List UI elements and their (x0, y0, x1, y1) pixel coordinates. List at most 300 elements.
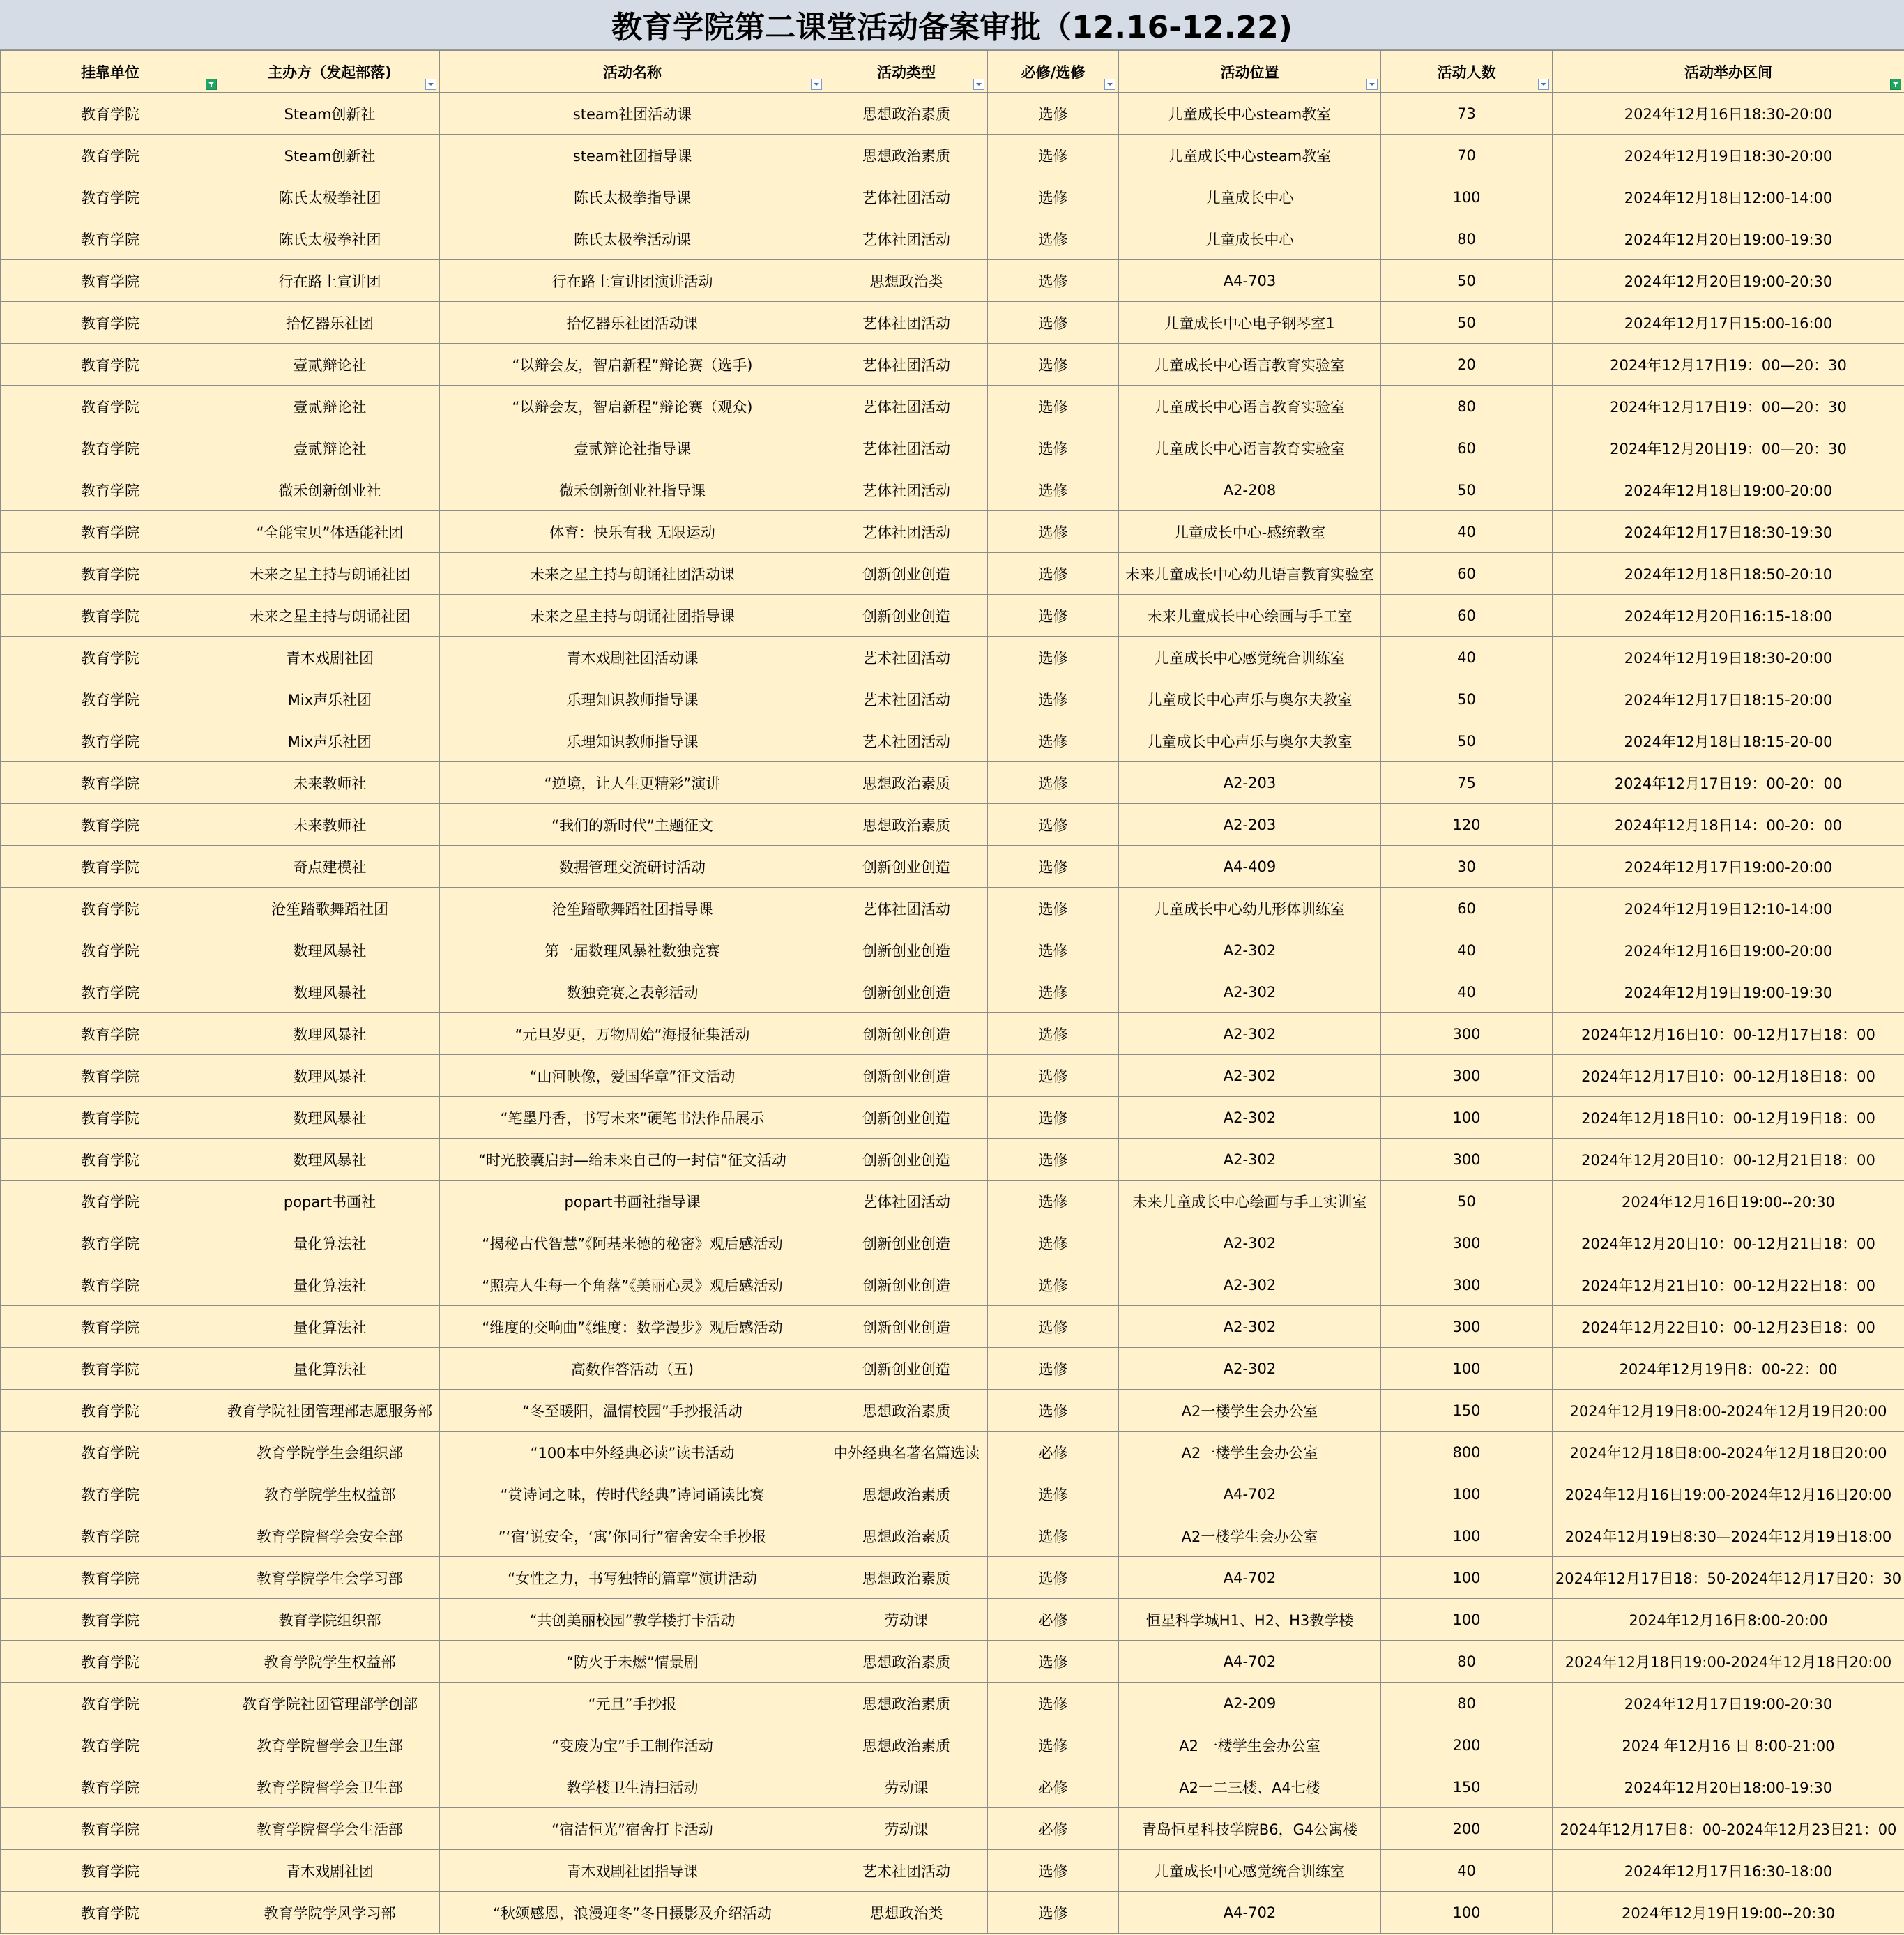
cell-unit[interactable]: 教育学院 (1, 1348, 220, 1390)
cell-required[interactable]: 选修 (988, 218, 1119, 260)
cell-required[interactable]: 选修 (988, 176, 1119, 218)
cell-unit[interactable]: 教育学院 (1, 1390, 220, 1432)
cell-organizer[interactable]: 教育学院学风学习部 (220, 1892, 440, 1934)
cell-time-range[interactable]: 2024年12月22日10：00-12月23日18：00 (1553, 1306, 1904, 1348)
table-row[interactable] (1, 1473, 1904, 1515)
cell-activity-type[interactable]: 思想政治素质 (825, 93, 988, 135)
cell-activity-name[interactable]: ”‘宿’说安全，‘寓’你同行”宿舍安全手抄报 (440, 1515, 825, 1557)
cell-activity-name[interactable]: “防火于未燃”情景剧 (440, 1641, 825, 1683)
cell-unit[interactable]: 教育学院 (1, 176, 220, 218)
cell-time-range[interactable]: 2024年12月17日15:00-16:00 (1553, 302, 1904, 344)
cell-participants[interactable]: 300 (1381, 1139, 1553, 1181)
cell-activity-name[interactable]: “山河映像，爱国华章”征文活动 (440, 1055, 825, 1097)
table-row[interactable] (1, 971, 1904, 1013)
cell-organizer[interactable]: 数理风暴社 (220, 1139, 440, 1181)
cell-participants[interactable]: 60 (1381, 595, 1553, 637)
cell-activity-type[interactable]: 创新创业创造 (825, 1013, 988, 1055)
cell-participants[interactable]: 200 (1381, 1808, 1553, 1850)
cell-time-range[interactable]: 2024年12月16日19:00-2024年12月16日20:00 (1553, 1473, 1904, 1515)
cell-participants[interactable]: 100 (1381, 1348, 1553, 1390)
cell-participants[interactable]: 100 (1381, 176, 1553, 218)
cell-activity-type[interactable]: 艺体社团活动 (825, 888, 988, 929)
cell-location[interactable]: 青岛恒星科技学院B6，G4公寓楼 (1119, 1808, 1381, 1850)
cell-time-range[interactable]: 2024年12月18日18:50-20:10 (1553, 553, 1904, 595)
cell-time-range[interactable]: 2024年12月19日18:30-20:00 (1553, 135, 1904, 176)
cell-participants[interactable]: 120 (1381, 804, 1553, 846)
cell-participants[interactable]: 40 (1381, 511, 1553, 553)
cell-participants[interactable]: 50 (1381, 469, 1553, 511)
cell-organizer[interactable]: 拾忆器乐社团 (220, 302, 440, 344)
cell-activity-type[interactable]: 创新创业创造 (825, 595, 988, 637)
table-row[interactable] (1, 1599, 1904, 1641)
cell-location[interactable]: A2一楼学生会办公室 (1119, 1390, 1381, 1432)
cell-participants[interactable]: 60 (1381, 888, 1553, 929)
table-row[interactable] (1, 888, 1904, 929)
cell-time-range[interactable]: 2024年12月19日19:00--20:30 (1553, 1892, 1904, 1934)
cell-location[interactable]: 儿童成长中心声乐与奥尔夫教室 (1119, 678, 1381, 720)
cell-participants[interactable]: 20 (1381, 344, 1553, 386)
cell-participants[interactable]: 150 (1381, 1390, 1553, 1432)
cell-organizer[interactable]: 数理风暴社 (220, 971, 440, 1013)
cell-location[interactable]: 儿童成长中心 (1119, 176, 1381, 218)
cell-organizer[interactable]: 行在路上宣讲团 (220, 260, 440, 302)
cell-time-range[interactable]: 2024年12月16日8:00-20:00 (1553, 1599, 1904, 1641)
table-row[interactable] (1, 1264, 1904, 1306)
cell-participants[interactable]: 800 (1381, 1432, 1553, 1473)
cell-unit[interactable]: 教育学院 (1, 93, 220, 135)
cell-location[interactable]: A2-302 (1119, 1264, 1381, 1306)
cell-organizer[interactable]: 教育学院社团管理部志愿服务部 (220, 1390, 440, 1432)
cell-time-range[interactable]: 2024年12月17日19:00-20:30 (1553, 1683, 1904, 1724)
cell-activity-name[interactable]: popart书画社指导课 (440, 1181, 825, 1222)
table-row[interactable] (1, 553, 1904, 595)
cell-time-range[interactable]: 2024年12月19日8:30—2024年12月19日18:00 (1553, 1515, 1904, 1557)
cell-unit[interactable]: 教育学院 (1, 218, 220, 260)
filter-dropdown-icon[interactable] (811, 79, 822, 90)
cell-required[interactable]: 选修 (988, 427, 1119, 469)
cell-organizer[interactable]: 教育学院督学会生活部 (220, 1808, 440, 1850)
cell-time-range[interactable]: 2024年12月20日19：00—20：30 (1553, 427, 1904, 469)
cell-organizer[interactable]: 未来之星主持与朗诵社团 (220, 595, 440, 637)
cell-time-range[interactable]: 2024年12月17日18:30-19:30 (1553, 511, 1904, 553)
table-row[interactable] (1, 93, 1904, 135)
cell-organizer[interactable]: 量化算法社 (220, 1348, 440, 1390)
table-row[interactable] (1, 1683, 1904, 1724)
cell-participants[interactable]: 50 (1381, 302, 1553, 344)
cell-organizer[interactable]: 教育学院学生会学习部 (220, 1557, 440, 1599)
cell-unit[interactable]: 教育学院 (1, 511, 220, 553)
cell-activity-type[interactable]: 创新创业创造 (825, 1139, 988, 1181)
cell-location[interactable]: A2-302 (1119, 1055, 1381, 1097)
cell-organizer[interactable]: “全能宝贝”体适能社团 (220, 511, 440, 553)
cell-participants[interactable]: 50 (1381, 260, 1553, 302)
cell-activity-type[interactable]: 艺体社团活动 (825, 344, 988, 386)
cell-activity-type[interactable]: 创新创业创造 (825, 929, 988, 971)
cell-time-range[interactable]: 2024年12月18日19:00-2024年12月18日20:00 (1553, 1641, 1904, 1683)
cell-location[interactable]: 儿童成长中心语言教育实验室 (1119, 427, 1381, 469)
cell-location[interactable]: A2-203 (1119, 804, 1381, 846)
cell-required[interactable]: 选修 (988, 678, 1119, 720)
cell-time-range[interactable]: 2024年12月17日19：00—20：30 (1553, 344, 1904, 386)
cell-location[interactable]: A2-302 (1119, 929, 1381, 971)
cell-participants[interactable]: 100 (1381, 1473, 1553, 1515)
cell-required[interactable]: 选修 (988, 260, 1119, 302)
cell-activity-name[interactable]: “女性之力，书写独特的篇章”演讲活动 (440, 1557, 825, 1599)
cell-participants[interactable]: 80 (1381, 386, 1553, 427)
table-row[interactable] (1, 1515, 1904, 1557)
cell-required[interactable]: 选修 (988, 1557, 1119, 1599)
cell-required[interactable]: 选修 (988, 888, 1119, 929)
cell-required[interactable]: 选修 (988, 469, 1119, 511)
cell-unit[interactable]: 教育学院 (1, 1850, 220, 1892)
cell-unit[interactable]: 教育学院 (1, 1599, 220, 1641)
cell-required[interactable]: 选修 (988, 929, 1119, 971)
table-row[interactable] (1, 595, 1904, 637)
cell-location[interactable]: A4-702 (1119, 1557, 1381, 1599)
cell-participants[interactable]: 300 (1381, 1222, 1553, 1264)
cell-unit[interactable]: 教育学院 (1, 1724, 220, 1766)
cell-participants[interactable]: 50 (1381, 678, 1553, 720)
cell-activity-name[interactable]: “揭秘古代智慧”《阿基米德的秘密》观后感活动 (440, 1222, 825, 1264)
cell-unit[interactable]: 教育学院 (1, 1097, 220, 1139)
cell-location[interactable]: 儿童成长中心声乐与奥尔夫教室 (1119, 720, 1381, 762)
cell-activity-name[interactable]: “笔墨丹香，书写未来”硬笔书法作品展示 (440, 1097, 825, 1139)
table-row[interactable] (1, 260, 1904, 302)
cell-time-range[interactable]: 2024年12月18日18:15-20-00 (1553, 720, 1904, 762)
cell-required[interactable]: 选修 (988, 762, 1119, 804)
cell-activity-type[interactable]: 劳动课 (825, 1808, 988, 1850)
cell-activity-type[interactable]: 艺体社团活动 (825, 218, 988, 260)
cell-required[interactable]: 必修 (988, 1599, 1119, 1641)
cell-activity-type[interactable]: 艺体社团活动 (825, 1181, 988, 1222)
cell-activity-name[interactable]: 行在路上宣讲团演讲活动 (440, 260, 825, 302)
cell-unit[interactable]: 教育学院 (1, 595, 220, 637)
cell-unit[interactable]: 教育学院 (1, 469, 220, 511)
cell-organizer[interactable]: 陈氏太极拳社团 (220, 176, 440, 218)
cell-activity-type[interactable]: 思想政治素质 (825, 1390, 988, 1432)
cell-unit[interactable]: 教育学院 (1, 1306, 220, 1348)
cell-organizer[interactable]: 青木戏剧社团 (220, 637, 440, 678)
table-row[interactable] (1, 1808, 1904, 1850)
cell-activity-name[interactable]: “共创美丽校园”教学楼打卡活动 (440, 1599, 825, 1641)
cell-organizer[interactable]: 教育学院督学会卫生部 (220, 1724, 440, 1766)
cell-required[interactable]: 选修 (988, 1348, 1119, 1390)
table-row[interactable] (1, 678, 1904, 720)
table-row[interactable] (1, 762, 1904, 804)
cell-location[interactable]: A2-302 (1119, 1348, 1381, 1390)
cell-organizer[interactable]: 壹贰辩论社 (220, 386, 440, 427)
cell-required[interactable]: 选修 (988, 511, 1119, 553)
cell-location[interactable]: 儿童成长中心-感统教室 (1119, 511, 1381, 553)
cell-location[interactable]: 未来儿童成长中心幼儿语言教育实验室 (1119, 553, 1381, 595)
cell-location[interactable]: A2-209 (1119, 1683, 1381, 1724)
cell-activity-type[interactable]: 思想政治类 (825, 1892, 988, 1934)
cell-unit[interactable]: 教育学院 (1, 1473, 220, 1515)
cell-organizer[interactable]: 教育学院社团管理部学创部 (220, 1683, 440, 1724)
cell-time-range[interactable]: 2024年12月17日18：50-2024年12月17日20：30 (1553, 1557, 1904, 1599)
cell-activity-type[interactable]: 艺体社团活动 (825, 469, 988, 511)
cell-required[interactable]: 选修 (988, 1181, 1119, 1222)
cell-required[interactable]: 选修 (988, 1390, 1119, 1432)
cell-unit[interactable]: 教育学院 (1, 1515, 220, 1557)
cell-unit[interactable]: 教育学院 (1, 1892, 220, 1934)
cell-location[interactable]: A4-703 (1119, 260, 1381, 302)
cell-activity-name[interactable]: “逆境，让人生更精彩”演讲 (440, 762, 825, 804)
cell-unit[interactable]: 教育学院 (1, 678, 220, 720)
cell-time-range[interactable]: 2024年12月17日10：00-12月18日18：00 (1553, 1055, 1904, 1097)
cell-participants[interactable]: 40 (1381, 929, 1553, 971)
cell-participants[interactable]: 75 (1381, 762, 1553, 804)
table-row[interactable] (1, 720, 1904, 762)
cell-activity-name[interactable]: “变废为宝”手工制作活动 (440, 1724, 825, 1766)
cell-required[interactable]: 必修 (988, 1766, 1119, 1808)
cell-unit[interactable]: 教育学院 (1, 1055, 220, 1097)
cell-required[interactable]: 选修 (988, 1097, 1119, 1139)
cell-activity-name[interactable]: 乐理知识教师指导课 (440, 720, 825, 762)
cell-participants[interactable]: 50 (1381, 1181, 1553, 1222)
cell-activity-name[interactable]: 陈氏太极拳指导课 (440, 176, 825, 218)
cell-participants[interactable]: 300 (1381, 1055, 1553, 1097)
cell-activity-type[interactable]: 中外经典名著名篇选读 (825, 1432, 988, 1473)
table-row[interactable] (1, 1724, 1904, 1766)
cell-unit[interactable]: 教育学院 (1, 1808, 220, 1850)
cell-activity-type[interactable]: 思想政治素质 (825, 1515, 988, 1557)
cell-unit[interactable]: 教育学院 (1, 427, 220, 469)
table-row[interactable] (1, 1139, 1904, 1181)
cell-activity-type[interactable]: 艺术社团活动 (825, 678, 988, 720)
cell-unit[interactable]: 教育学院 (1, 344, 220, 386)
cell-time-range[interactable]: 2024年12月18日10：00-12月19日18：00 (1553, 1097, 1904, 1139)
cell-organizer[interactable]: 教育学院学生会组织部 (220, 1432, 440, 1473)
cell-organizer[interactable]: Mix声乐社团 (220, 678, 440, 720)
cell-activity-name[interactable]: steam社团活动课 (440, 93, 825, 135)
cell-organizer[interactable]: 壹贰辩论社 (220, 427, 440, 469)
cell-organizer[interactable]: 教育学院督学会卫生部 (220, 1766, 440, 1808)
table-row[interactable] (1, 427, 1904, 469)
cell-location[interactable]: A2-203 (1119, 762, 1381, 804)
cell-time-range[interactable]: 2024年12月18日12:00-14:00 (1553, 176, 1904, 218)
cell-activity-name[interactable]: “冬至暖阳，温情校园”手抄报活动 (440, 1390, 825, 1432)
cell-time-range[interactable]: 2024年12月20日19:00-20:30 (1553, 260, 1904, 302)
table-row[interactable] (1, 511, 1904, 553)
cell-location[interactable]: A2 一楼学生会办公室 (1119, 1724, 1381, 1766)
cell-time-range[interactable]: 2024年12月17日8：00-2024年12月23日21：00 (1553, 1808, 1904, 1850)
cell-location[interactable]: 恒星科学城H1、H2、H3教学楼 (1119, 1599, 1381, 1641)
cell-location[interactable]: A4-409 (1119, 846, 1381, 888)
cell-participants[interactable]: 80 (1381, 1683, 1553, 1724)
table-row[interactable] (1, 344, 1904, 386)
cell-required[interactable]: 选修 (988, 971, 1119, 1013)
cell-location[interactable]: A4-702 (1119, 1473, 1381, 1515)
cell-unit[interactable]: 教育学院 (1, 1013, 220, 1055)
cell-organizer[interactable]: 未来之星主持与朗诵社团 (220, 553, 440, 595)
cell-activity-name[interactable]: “我们的新时代”主题征文 (440, 804, 825, 846)
cell-activity-name[interactable]: “维度的交响曲”《维度：数学漫步》观后感活动 (440, 1306, 825, 1348)
table-row[interactable] (1, 386, 1904, 427)
cell-activity-name[interactable]: “以辩会友，智启新程”辩论赛（观众) (440, 386, 825, 427)
table-row[interactable] (1, 1892, 1904, 1934)
cell-unit[interactable]: 教育学院 (1, 971, 220, 1013)
cell-activity-name[interactable]: “元旦”手抄报 (440, 1683, 825, 1724)
filter-active-icon[interactable] (1890, 79, 1901, 90)
cell-time-range[interactable]: 2024年12月18日14：00-20：00 (1553, 804, 1904, 846)
cell-organizer[interactable]: 沧笙踏歌舞蹈社团 (220, 888, 440, 929)
cell-unit[interactable]: 教育学院 (1, 1766, 220, 1808)
cell-participants[interactable]: 30 (1381, 846, 1553, 888)
cell-required[interactable]: 选修 (988, 302, 1119, 344)
cell-activity-type[interactable]: 思想政治类 (825, 260, 988, 302)
cell-activity-type[interactable]: 思想政治素质 (825, 135, 988, 176)
cell-participants[interactable]: 100 (1381, 1599, 1553, 1641)
cell-required[interactable]: 选修 (988, 846, 1119, 888)
cell-activity-type[interactable]: 创新创业创造 (825, 1306, 988, 1348)
cell-participants[interactable]: 100 (1381, 1097, 1553, 1139)
cell-activity-name[interactable]: steam社团指导课 (440, 135, 825, 176)
cell-activity-type[interactable]: 创新创业创造 (825, 971, 988, 1013)
cell-participants[interactable]: 300 (1381, 1013, 1553, 1055)
cell-location[interactable]: A2一二三楼、A4七楼 (1119, 1766, 1381, 1808)
cell-activity-type[interactable]: 创新创业创造 (825, 846, 988, 888)
cell-required[interactable]: 选修 (988, 804, 1119, 846)
cell-required[interactable]: 选修 (988, 553, 1119, 595)
cell-organizer[interactable]: 教育学院学生权益部 (220, 1641, 440, 1683)
cell-time-range[interactable]: 2024 年12月16 日 8:00-21:00 (1553, 1724, 1904, 1766)
cell-participants[interactable]: 40 (1381, 971, 1553, 1013)
cell-activity-type[interactable]: 创新创业创造 (825, 1348, 988, 1390)
cell-unit[interactable]: 教育学院 (1, 762, 220, 804)
cell-participants[interactable]: 200 (1381, 1724, 1553, 1766)
cell-activity-type[interactable]: 创新创业创造 (825, 553, 988, 595)
cell-unit[interactable]: 教育学院 (1, 1181, 220, 1222)
table-row[interactable] (1, 1055, 1904, 1097)
cell-organizer[interactable]: 未来教师社 (220, 804, 440, 846)
cell-required[interactable]: 必修 (988, 1808, 1119, 1850)
cell-activity-name[interactable]: 未来之星主持与朗诵社团指导课 (440, 595, 825, 637)
cell-organizer[interactable]: Steam创新社 (220, 135, 440, 176)
cell-location[interactable]: A2-302 (1119, 1306, 1381, 1348)
cell-unit[interactable]: 教育学院 (1, 1264, 220, 1306)
cell-organizer[interactable]: 数理风暴社 (220, 1055, 440, 1097)
table-row[interactable] (1, 1641, 1904, 1683)
cell-activity-name[interactable]: 第一届数理风暴社数独竞赛 (440, 929, 825, 971)
cell-unit[interactable]: 教育学院 (1, 637, 220, 678)
cell-activity-type[interactable]: 思想政治素质 (825, 1473, 988, 1515)
cell-activity-name[interactable]: “赏诗词之味，传时代经典”诗词诵读比赛 (440, 1473, 825, 1515)
cell-participants[interactable]: 80 (1381, 1641, 1553, 1683)
table-row[interactable] (1, 1390, 1904, 1432)
cell-location[interactable]: 儿童成长中心感觉统合训练室 (1119, 637, 1381, 678)
cell-participants[interactable]: 73 (1381, 93, 1553, 135)
cell-organizer[interactable]: 量化算法社 (220, 1306, 440, 1348)
cell-location[interactable]: A2一楼学生会办公室 (1119, 1515, 1381, 1557)
cell-participants[interactable]: 100 (1381, 1515, 1553, 1557)
cell-activity-type[interactable]: 思想政治素质 (825, 1641, 988, 1683)
cell-organizer[interactable]: 奇点建模社 (220, 846, 440, 888)
table-row[interactable] (1, 1766, 1904, 1808)
cell-activity-type[interactable]: 艺体社团活动 (825, 302, 988, 344)
cell-time-range[interactable]: 2024年12月16日19:00--20:30 (1553, 1181, 1904, 1222)
cell-required[interactable]: 选修 (988, 1473, 1119, 1515)
cell-location[interactable]: 儿童成长中心语言教育实验室 (1119, 386, 1381, 427)
cell-organizer[interactable]: 教育学院督学会安全部 (220, 1515, 440, 1557)
cell-required[interactable]: 选修 (988, 1515, 1119, 1557)
cell-required[interactable]: 选修 (988, 344, 1119, 386)
cell-location[interactable]: 儿童成长中心电子钢琴室1 (1119, 302, 1381, 344)
cell-unit[interactable]: 教育学院 (1, 1222, 220, 1264)
cell-unit[interactable]: 教育学院 (1, 1683, 220, 1724)
cell-location[interactable]: A2-302 (1119, 1139, 1381, 1181)
cell-location[interactable]: 儿童成长中心steam教室 (1119, 93, 1381, 135)
cell-required[interactable]: 必修 (988, 1432, 1119, 1473)
cell-required[interactable]: 选修 (988, 1013, 1119, 1055)
cell-time-range[interactable]: 2024年12月17日19:00-20:00 (1553, 846, 1904, 888)
cell-participants[interactable]: 40 (1381, 637, 1553, 678)
cell-activity-name[interactable]: 体育：快乐有我 无限运动 (440, 511, 825, 553)
cell-required[interactable]: 选修 (988, 1264, 1119, 1306)
cell-time-range[interactable]: 2024年12月20日10：00-12月21日18：00 (1553, 1139, 1904, 1181)
cell-time-range[interactable]: 2024年12月16日19:00-20:00 (1553, 929, 1904, 971)
cell-unit[interactable]: 教育学院 (1, 386, 220, 427)
cell-time-range[interactable]: 2024年12月17日19：00—20：30 (1553, 386, 1904, 427)
table-row[interactable] (1, 929, 1904, 971)
table-row[interactable] (1, 469, 1904, 511)
cell-activity-type[interactable]: 艺术社团活动 (825, 1850, 988, 1892)
cell-activity-type[interactable]: 思想政治素质 (825, 1683, 988, 1724)
cell-activity-name[interactable]: 乐理知识教师指导课 (440, 678, 825, 720)
table-row[interactable] (1, 218, 1904, 260)
cell-required[interactable]: 选修 (988, 1683, 1119, 1724)
cell-location[interactable]: 儿童成长中心语言教育实验室 (1119, 344, 1381, 386)
cell-participants[interactable]: 100 (1381, 1557, 1553, 1599)
cell-time-range[interactable]: 2024年12月20日18:00-19:30 (1553, 1766, 1904, 1808)
table-row[interactable] (1, 1557, 1904, 1599)
cell-time-range[interactable]: 2024年12月18日19:00-20:00 (1553, 469, 1904, 511)
cell-unit[interactable]: 教育学院 (1, 553, 220, 595)
cell-organizer[interactable]: 量化算法社 (220, 1222, 440, 1264)
cell-location[interactable]: A2-302 (1119, 1097, 1381, 1139)
cell-activity-name[interactable]: 青木戏剧社团指导课 (440, 1850, 825, 1892)
cell-time-range[interactable]: 2024年12月17日18:15-20:00 (1553, 678, 1904, 720)
cell-activity-type[interactable]: 创新创业创造 (825, 1055, 988, 1097)
cell-required[interactable]: 选修 (988, 1306, 1119, 1348)
cell-activity-type[interactable]: 创新创业创造 (825, 1097, 988, 1139)
table-row[interactable] (1, 135, 1904, 176)
cell-activity-name[interactable]: 数据管理交流研讨活动 (440, 846, 825, 888)
cell-activity-name[interactable]: 壹贰辩论社指导课 (440, 427, 825, 469)
cell-required[interactable]: 选修 (988, 1892, 1119, 1934)
filter-dropdown-icon[interactable] (1538, 79, 1549, 90)
cell-organizer[interactable]: 陈氏太极拳社团 (220, 218, 440, 260)
cell-time-range[interactable]: 2024年12月19日12:10-14:00 (1553, 888, 1904, 929)
cell-time-range[interactable]: 2024年12月19日19:00-19:30 (1553, 971, 1904, 1013)
cell-participants[interactable]: 150 (1381, 1766, 1553, 1808)
cell-activity-type[interactable]: 艺术社团活动 (825, 720, 988, 762)
table-row[interactable] (1, 1097, 1904, 1139)
cell-activity-type[interactable]: 艺体社团活动 (825, 427, 988, 469)
cell-location[interactable]: 儿童成长中心感觉统合训练室 (1119, 1850, 1381, 1892)
cell-time-range[interactable]: 2024年12月21日10：00-12月22日18：00 (1553, 1264, 1904, 1306)
table-row[interactable] (1, 1181, 1904, 1222)
cell-location[interactable]: A2-208 (1119, 469, 1381, 511)
cell-organizer[interactable]: 教育学院学生权益部 (220, 1473, 440, 1515)
cell-required[interactable]: 选修 (988, 720, 1119, 762)
table-row[interactable] (1, 846, 1904, 888)
cell-activity-name[interactable]: 教学楼卫生清扫活动 (440, 1766, 825, 1808)
cell-participants[interactable]: 100 (1381, 1892, 1553, 1934)
table-row[interactable] (1, 1306, 1904, 1348)
cell-organizer[interactable]: 青木戏剧社团 (220, 1850, 440, 1892)
cell-time-range[interactable]: 2024年12月20日10：00-12月21日18：00 (1553, 1222, 1904, 1264)
